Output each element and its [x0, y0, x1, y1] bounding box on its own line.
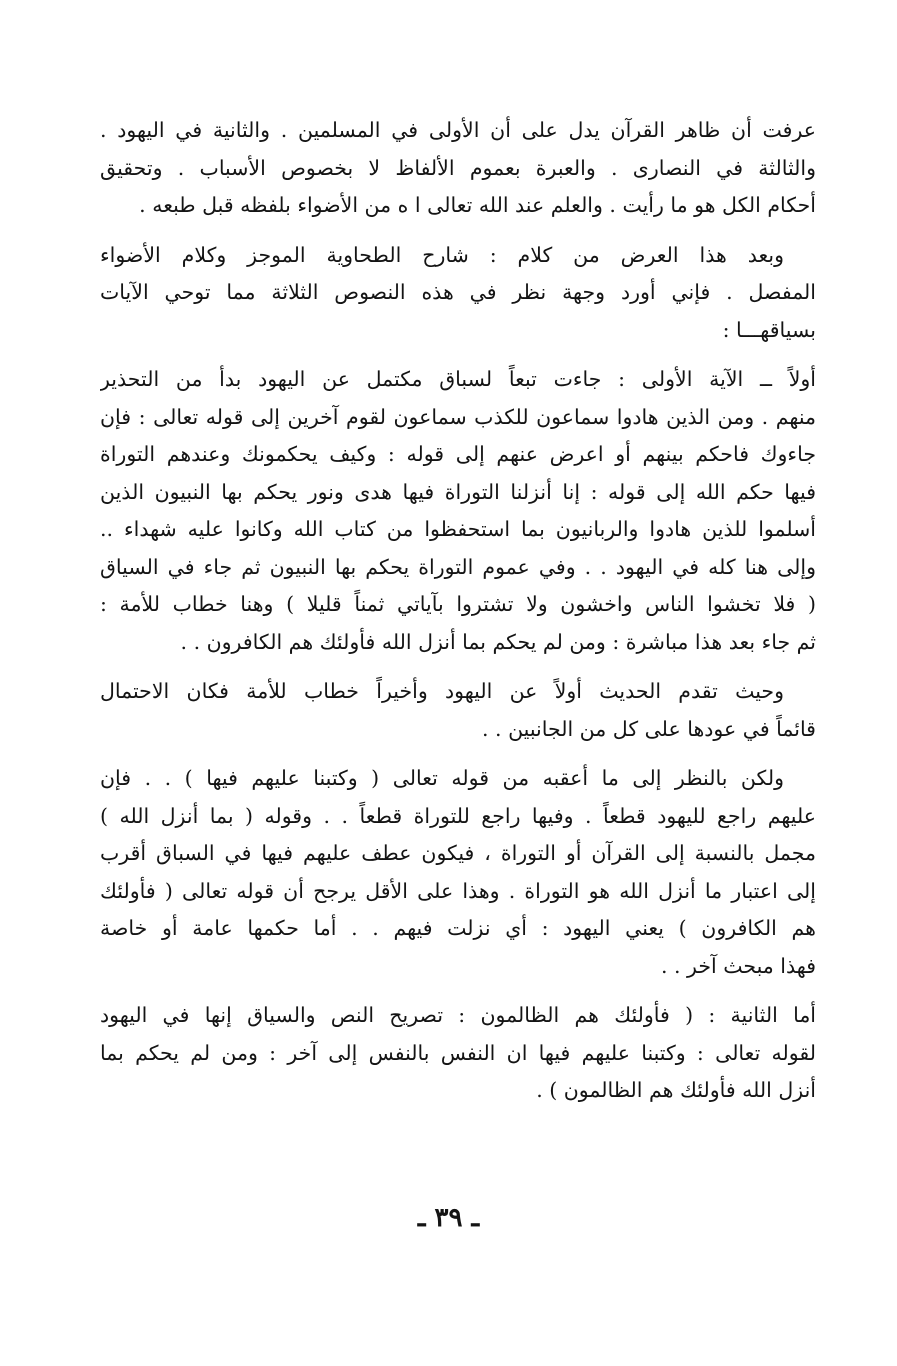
text-line: ولكن بالنظر إلى ما أعقبه من قوله تعالى ( وكتبنا عليهم فيها ) . . فإن — [100, 766, 784, 790]
text-line: والثالثة في النصارى . والعبرة بعموم الألفاظ لا بخصوص الأسباب . وتحقيق — [100, 155, 816, 180]
text-line: وحيث تقدم الحديث أولاً عن اليهود وأخيراً خطاب للأمة فكان الاحتمال — [100, 679, 784, 703]
paragraph-2 — [100, 237, 816, 350]
text-line: عليهم راجع لليهود قطعاً . وفيها راجع للتوراة قطعاً . . وقوله ( بما أنزل الله ) — [100, 803, 816, 828]
text-line: مجمل بالنسبة إلى القرآن أو التوراة ، فيكون عطف عليهم فيها في السباق أقرب — [100, 841, 816, 865]
paragraph-6 — [100, 997, 816, 1110]
paragraph-5 — [100, 760, 816, 985]
text-line: وبعد هذا العرض من كلام : شارح الطحاوية الموجز وكلام الأضواء — [100, 242, 784, 267]
paragraph-4 — [100, 673, 816, 748]
text-line: أما الثانية : ( فأولئك هم الظالمون : تصريح النص والسياق إنها في اليهود — [100, 1003, 816, 1027]
text-line: عرفت أن ظاهر القرآن يدل على أن الأولى في المسلمين . والثانية في اليهود . — [100, 118, 816, 142]
text-line: أنزل الله فأولئك هم الظالمون ) . — [536, 1078, 816, 1102]
text-line: جاءوك فاحكم بينهم أو اعرض عنهم إلى قوله : وكيف يحكمونك وعندهم التوراة — [100, 442, 816, 466]
page-number: ـ ٣٩ ـ — [417, 1203, 480, 1233]
text-line: أسلموا للذين هادوا والربانيون بما استحفظوا من كتاب الله وكانوا عليه شهداء .. — [100, 517, 816, 541]
text-line: المفصل . فإني أورد وجهة نظر في هذه النصوص الثلاثة مما توحي الآيات — [100, 280, 816, 304]
text-line: ( فلا تخشوا الناس واخشون ولا تشتروا بآياتي ثمناً قليلا ) وهنا خطاب للأمة : — [100, 592, 816, 616]
text-line: بسياقهـــا : — [722, 317, 816, 342]
text-line: ثم جاء بعد هذا مباشرة : ومن لم يحكم بما أنزل الله فأولئك هم الكافرون . . — [180, 629, 816, 654]
text-line: منهم . ومن الذين هادوا سماعون للكذب سماعون لقوم آخرين إلى قوله تعالى : فإن — [100, 404, 816, 429]
paragraph-3 — [100, 361, 816, 661]
text-line: لقوله تعالى : وكتبنا عليهم فيها ان النفس بالنفس إلى آخر : ومن لم يحكم بما — [100, 1040, 816, 1065]
text-line: أحكام الكل هو ما رأيت . والعلم عند الله تعالى ا ه من الأضواء بلفظه قبل طبعه . — [139, 193, 816, 217]
text-line: فيها حكم الله إلى قوله : إنا أنزلنا التوراة فيها هدى ونور يحكم بها النبيون الذين — [100, 479, 816, 504]
text-line: هم الكافرون ) يعني اليهود : أي نزلت فيهم . . أما حكمها عامة أو خاصة — [100, 916, 816, 940]
text-line: أولاً ــ الآية الأولى : جاءت تبعاً لسباق مكتمل عن اليهود بدأ من التحذير — [100, 367, 816, 391]
document-body — [100, 112, 816, 1122]
paragraph-1 — [100, 112, 816, 225]
text-line: فهذا مبحث آخر . . — [660, 953, 816, 978]
text-line: قائماً في عودها على كل من الجانبين . . — [482, 716, 816, 741]
text-line: وإلى هنا كله في اليهود . . وفي عموم التوراة يحكم بها النبيون ثم جاء في السياق — [100, 554, 816, 579]
text-line: إلى اعتبار ما أنزل الله هو التوراة . وهذا على الأقل يرجح أن قوله تعالى ( فأولئك — [100, 878, 816, 903]
